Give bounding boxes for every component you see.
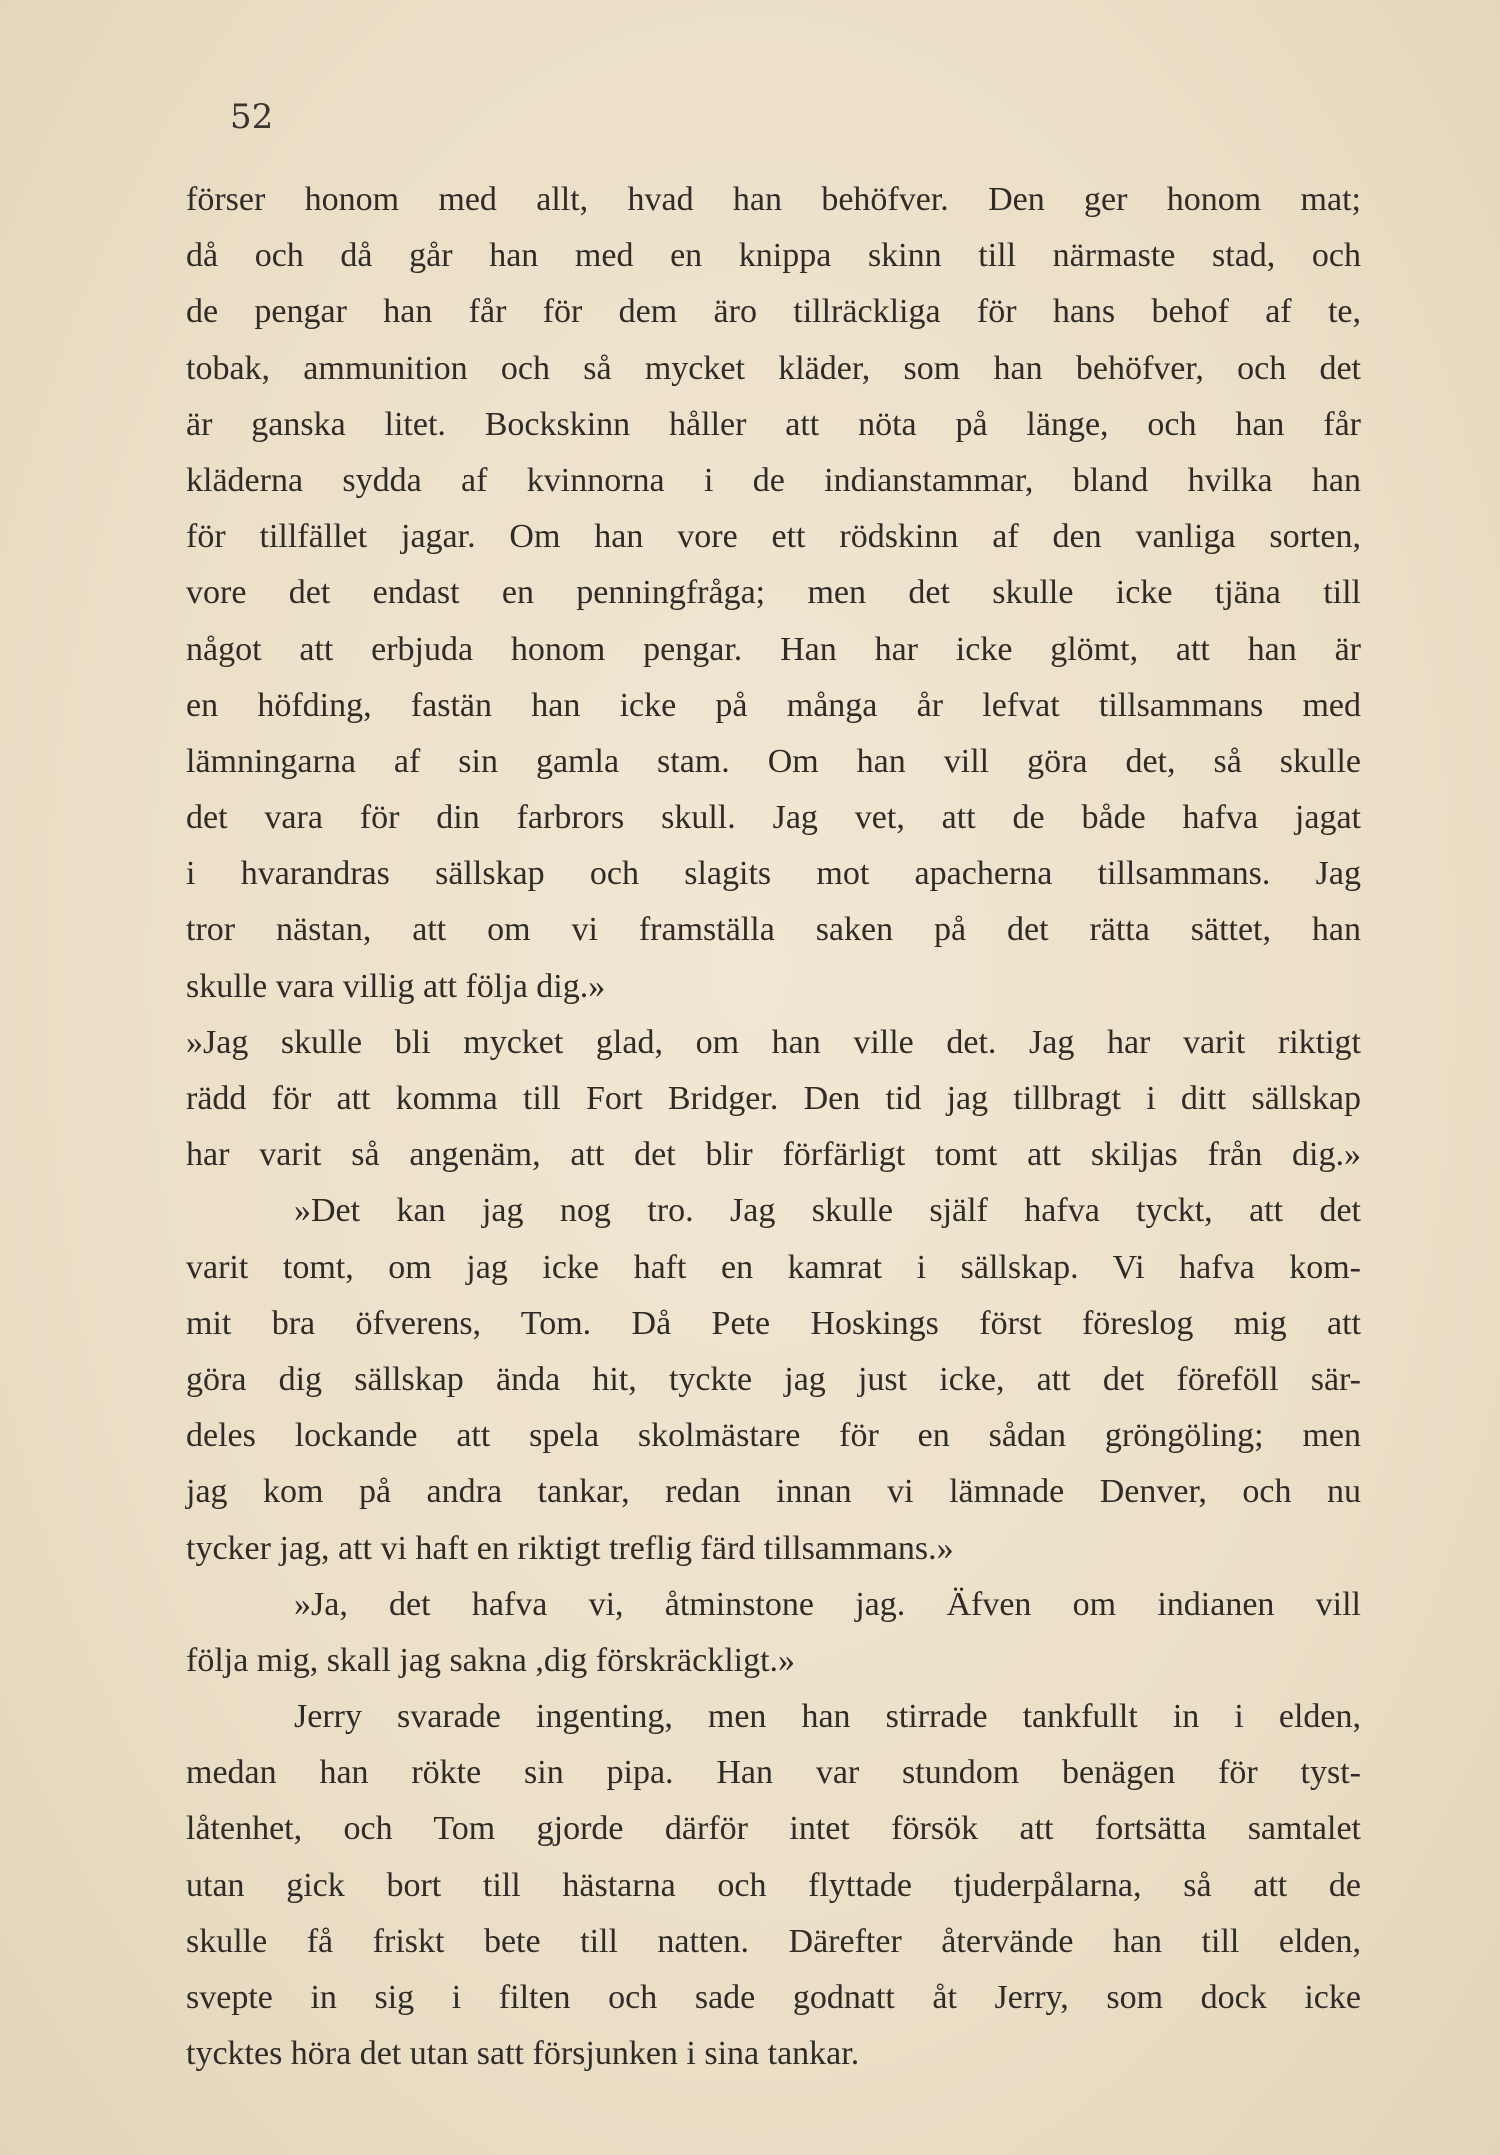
text-line: förser honom med allt, hvad han behöfver. Den ger honom mat; (186, 181, 1361, 218)
text-line: tycker jag, att vi haft en riktigt treflig färd tillsammans.» (186, 1529, 954, 1567)
text-line: en höfding, fastän han icke på många år lefvat tillsammans med (186, 686, 1361, 724)
text-line: deles lockande att spela skolmästare för en sådan gröngöling; men (186, 1417, 1361, 1455)
text-line: är ganska litet. Bockskinn håller att nöta på länge, och han får (186, 405, 1361, 443)
text-line: vore det endast en penningfråga; men det skulle icke tjäna till (186, 574, 1361, 612)
text-line: låtenhet, och Tom gjorde därför intet försök att fortsätta samtalet (186, 1810, 1361, 1848)
text-line: utan gick bort till hästarna och flyttade tjuderpålarna, så att de (186, 1866, 1361, 1904)
text-line: då och då går han med en knippa skinn till närmaste stad, och (186, 237, 1361, 275)
text-line: har varit så angenäm, att det blir förfärligt tomt att skiljas från dig.» (186, 1136, 1361, 1174)
text-line: tobak, ammunition och så mycket kläder, som han behöfver, och det (186, 349, 1361, 387)
text-line: kläderna sydda af kvinnorna i de indianstammar, bland hvilka han (186, 461, 1361, 499)
text-line: för tillfället jagar. Om han vore ett rödskinn af den vanliga sorten, (186, 518, 1361, 556)
text-line: jag kom på andra tankar, redan innan vi lämnade Denver, och nu (186, 1473, 1361, 1511)
text-line: medan han rökte sin pipa. Han var stundom benägen för tyst- (186, 1754, 1361, 1792)
text-line: skulle få friskt bete till natten. Därefter återvände han till elden, (186, 1922, 1361, 1960)
text-line: rädd för att komma till Fort Bridger. Den tid jag tillbragt i ditt sällskap (186, 1080, 1361, 1117)
page-number: 52 (230, 97, 274, 137)
text-line: i hvarandras sällskap och slagits mot apacherna tillsammans. Jag (186, 855, 1361, 893)
text-line: följa mig, skall jag sakna ,dig förskräckligt.» (186, 1641, 796, 1679)
text-line: tycktes höra det utan satt försjunken i sina tankar. (186, 2035, 860, 2073)
text-line: »Ja, det hafva vi, åtminstone jag. Äfven om indianen vill (294, 1585, 1361, 1623)
text-line: göra dig sällskap ända hit, tyckte jag just icke, att det föreföll sär- (186, 1360, 1361, 1398)
text-line: Jerry svarade ingenting, men han stirrade tankfullt in i elden, (294, 1698, 1361, 1736)
text-line: något att erbjuda honom pengar. Han har icke glömt, att han är (186, 630, 1361, 668)
body-text (186, 172, 1361, 2082)
text-line: det vara för din farbrors skull. Jag vet, att de både hafva jagat (186, 799, 1361, 837)
text-line: tror nästan, att om vi framställa saken på det rätta sättet, han (186, 911, 1361, 949)
text-line: lämningarna af sin gamla stam. Om han vill göra det, så skulle (186, 742, 1361, 780)
text-line: varit tomt, om jag icke haft en kamrat i sällskap. Vi hafva kom- (186, 1248, 1361, 1286)
text-line: »Jag skulle bli mycket glad, om han ville det. Jag har varit riktigt (186, 1023, 1361, 1061)
text-line: mit bra öfverens, Tom. Då Pete Hoskings först föreslog mig att (186, 1304, 1361, 1342)
text-line: de pengar han får för dem äro tillräckliga för hans behof af te, (186, 293, 1361, 331)
text-line: svepte in sig i filten och sade godnatt åt Jerry, som dock icke (186, 1979, 1361, 2016)
text-line: »Det kan jag nog tro. Jag skulle själf hafva tyckt, att det (294, 1192, 1361, 1230)
text-line: skulle vara villig att följa dig.» (186, 967, 606, 1005)
